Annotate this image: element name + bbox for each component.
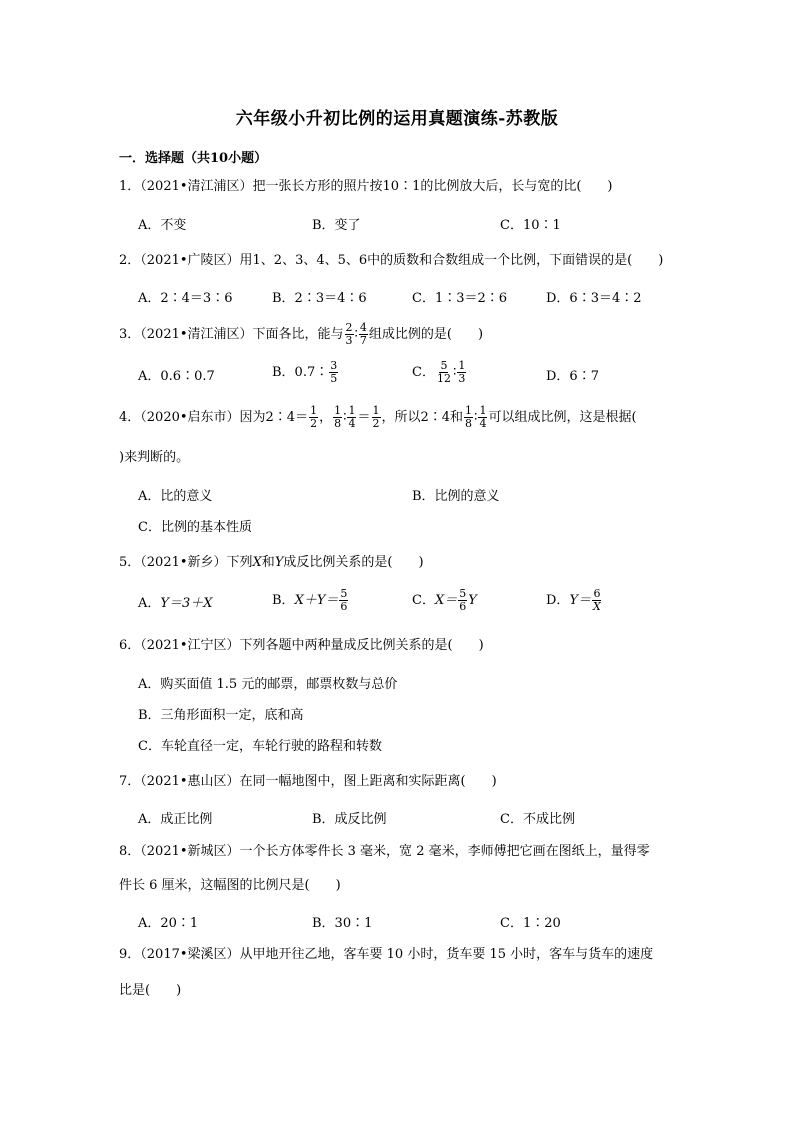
question-9-stem-continued: 比是( ) [119,983,182,998]
question-4-stem: 4．（2020•启东市）因为2∶4＝ $\frac{1}{2}$ ， $\frac{1}{8}$ ∶ $\frac{1}{4}$ ＝ $\frac{1}{2}$ ，所以2∶4和 $\frac{1}{8}$ ∶ $\frac{1}{4}$ 可以组成比例，这是根据( [119,404,637,430]
fraction: $\frac{1}{3}$ [458,359,466,385]
question-7-option-a: A．成正比例 [138,812,213,827]
page-title: 六年级小升初比例的运用真题演练-苏教版 [235,109,559,129]
question-3-option-a: A．0.6∶0.7 [138,369,215,384]
question-3-option-c: C． $\frac{5}{12}$ ∶ $\frac{1}{3}$ [412,359,466,385]
question-8-option-a: A．20∶1 [138,916,199,931]
question-1-option-a: A．不变 [138,218,187,233]
question-9-stem: 9．（2017•梁溪区）从甲地开往乙地，客车要 10 小时，货车要 15 小时，客车与货车的速度 [119,947,654,962]
fraction: $\frac{4}{7}$ [359,321,367,347]
question-4-option-b: B．比例的意义 [412,489,500,504]
fraction: $\frac{1}{8}$ [465,404,473,430]
fraction: $\frac{6}{X}$ [593,587,601,613]
fraction: $\frac{5}{6}$ [340,587,348,613]
question-8-option-c: C．1∶20 [500,916,561,931]
question-6-option-c: C．车轮直径一定，车轮行驶的路程和转数 [138,739,382,754]
question-6-stem: 6．（2021•江宁区）下列各题中两种量成反比例关系的是( ) [119,638,484,653]
fraction: $\frac{1}{2}$ [310,404,318,430]
fraction: $\frac{1}{8}$ [334,404,342,430]
question-4-option-a: A．比的意义 [138,489,213,504]
question-6-option-a: A．购买面值 1.5 元的邮票，邮票枚数与总价 [138,677,398,692]
question-1-stem: 1．（2021•清江浦区）把一张长方形的照片按10∶1的比例放大后，长与宽的比( ) [119,179,613,194]
question-3-option-b: B．0.7∶ $\frac{3}{5}$ [272,359,338,385]
fraction: $\frac{1}{2}$ [372,404,380,430]
question-8-stem-continued: 件长 6 厘米，这幅图的比例尺是( ) [119,878,341,893]
question-1-option-b: B．变了 [312,218,361,233]
fraction: $\frac{2}{3}$ [345,321,353,347]
question-4-stem-continued: )来判断的。 [119,450,190,465]
question-5-option-b: B．X＋Y＝ $\frac{5}{6}$ [272,587,348,613]
fraction: $\frac{3}{5}$ [330,359,338,385]
question-3-stem-text: 3．（2021•清江浦区）下面各比，能与 [119,327,344,342]
question-5-option-a: A．Y＝3＋X [138,596,213,611]
question-2-option-c: C．1∶3＝2∶6 [412,291,508,306]
question-5-option-d: D．Y＝ $\frac{6}{X}$ [546,587,601,613]
fraction: $\frac{5}{12}$ [436,359,451,385]
question-3-stem: 3．（2021•清江浦区）下面各比，能与 $\frac{2}{3}$ ∶ $\frac{4}{7}$ 组成比例的是( ) [119,321,484,347]
fraction: $\frac{1}{4}$ [348,404,356,430]
fraction: $\frac{1}{4}$ [479,404,487,430]
question-6-option-b: B．三角形面积一定，底和高 [138,708,304,723]
question-2-option-d: D．6∶3＝4∶2 [546,291,642,306]
question-3-stem-text: 组成比例的是( ) [368,327,484,342]
question-2-option-a: A．2∶4＝3∶6 [138,291,233,306]
question-3-option-d: D．6∶7 [546,369,599,384]
question-1-option-c: C．10∶1 [500,218,561,233]
fraction: $\frac{5}{6}$ [459,587,467,613]
question-7-option-b: B．成反比例 [312,812,387,827]
question-8-option-b: B．30∶1 [312,916,373,931]
question-4-option-c: C．比例的基本性质 [138,520,252,535]
section-heading: 一．选择题（共10小题） [119,151,268,166]
question-5-stem: 5．（2021•新乡）下列X和Y成反比例关系的是( ) [119,555,424,570]
question-7-stem: 7．（2021•惠山区）在同一幅地图中，图上距离和实际距离( ) [119,774,497,789]
question-5-option-c: C．X＝ $\frac{5}{6}$ Y [412,587,477,613]
question-2-option-b: B．2∶3＝4∶6 [272,291,367,306]
question-2-stem: 2．（2021•广陵区）用1、2、3、4、5、6中的质数和合数组成一个比例，下面错误的是( ) [119,253,664,268]
question-7-option-c: C．不成比例 [500,812,575,827]
question-8-stem: 8．（2021•新城区）一个长方体零件长 3 毫米，宽 2 毫米，李师傅把它画在图纸上，量得零 [119,844,650,859]
